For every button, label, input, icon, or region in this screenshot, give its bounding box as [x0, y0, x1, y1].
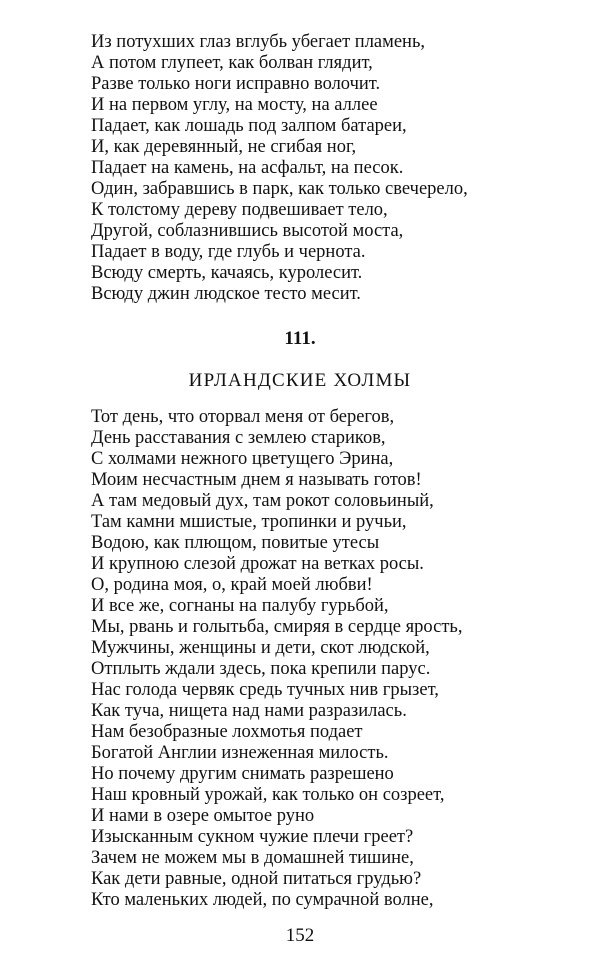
poem-line: Всюду смерть, качаясь, куролесит. — [91, 263, 363, 283]
poem-line: Изысканным сукном чужие плечи греет? — [91, 827, 414, 847]
poem-line: Нам безобразные лохмотья подает — [91, 722, 363, 742]
poem-line: Один, забравшись в парк, как только свечерело, — [91, 179, 468, 199]
page-number: 152 — [285, 925, 315, 946]
poem-line: Тот день, что оторвал меня от берегов, — [91, 407, 395, 427]
poem-line: Отплыть ждали здесь, пока крепили парус. — [91, 659, 431, 679]
poem-line: Мужчины, женщины и дети, скот людской, — [91, 638, 430, 658]
poem-line: Всюду джин людское тесто месит. — [91, 284, 361, 304]
poem-line: Моим несчастным днем я называть готов! — [91, 470, 422, 490]
poem-line: Разве только ноги исправно волочит. — [91, 74, 381, 94]
poem-line: Но почему другим снимать разрешено — [91, 764, 394, 784]
poem-title: ИРЛАНДСКИЕ ХОЛМЫ — [188, 370, 412, 391]
poem-line: Кто маленьких людей, по сумрачной волне, — [91, 890, 434, 910]
poem-line: Падает на камень, на асфальт, на песок. — [91, 158, 404, 178]
poem-line: Падает в воду, где глубь и чернота. — [91, 242, 366, 262]
poem-line: День расставания с землею стариков, — [91, 428, 386, 448]
poem-line: Как туча, нищета над нами разразилась. — [91, 701, 407, 721]
poem-line: Из потухших глаз вглубь убегает пламень, — [91, 32, 426, 52]
poem-line: Падает, как лошадь под залпом батареи, — [91, 116, 407, 136]
poem-line: А там медовый дух, там рокот соловьиный, — [91, 491, 434, 511]
poem-stanza — [91, 407, 462, 911]
poem-line: О, родина моя, о, край моей любви! — [91, 575, 373, 595]
poem-line: И, как деревянный, не сгибая ног, — [91, 137, 357, 157]
poem-line: Богатой Англии изнеженная милость. — [91, 743, 389, 763]
poem-line: И крупною слезой дрожат на ветках росы. — [91, 554, 424, 574]
poem-line: А потом глупеет, как болван глядит, — [91, 53, 373, 73]
poem-line: И все же, согнаны на палубу гурьбой, — [91, 596, 389, 616]
poem-number: 111. — [284, 328, 316, 349]
poem-line: Наш кровный урожай, как только он созреет, — [91, 785, 445, 805]
poem-line: Как дети равные, одной питаться грудью? — [91, 869, 422, 889]
poem-line: Другой, соблазнившись высотой моста, — [91, 221, 404, 241]
poem-line: И на первом углу, на мосту, на аллее — [91, 95, 378, 115]
poem-line: Мы, рвань и голытьба, смиряя в сердце ярость, — [91, 617, 463, 637]
poem-line: С холмами нежного цветущего Эрина, — [91, 449, 394, 469]
top-poem-stanza — [91, 32, 468, 305]
poem-line: Нас голода червяк средь тучных нив грызет, — [91, 680, 439, 700]
poem-line: Там камни мшистые, тропинки и ручьи, — [91, 512, 407, 532]
poem-line: Водою, как плющом, повитые утесы — [91, 533, 380, 553]
poem-line: Зачем не можем мы в домашней тишине, — [91, 848, 414, 868]
poem-line: К толстому дереву подвешивает тело, — [91, 200, 388, 220]
poem-line: И нами в озере омытое руно — [91, 806, 315, 826]
